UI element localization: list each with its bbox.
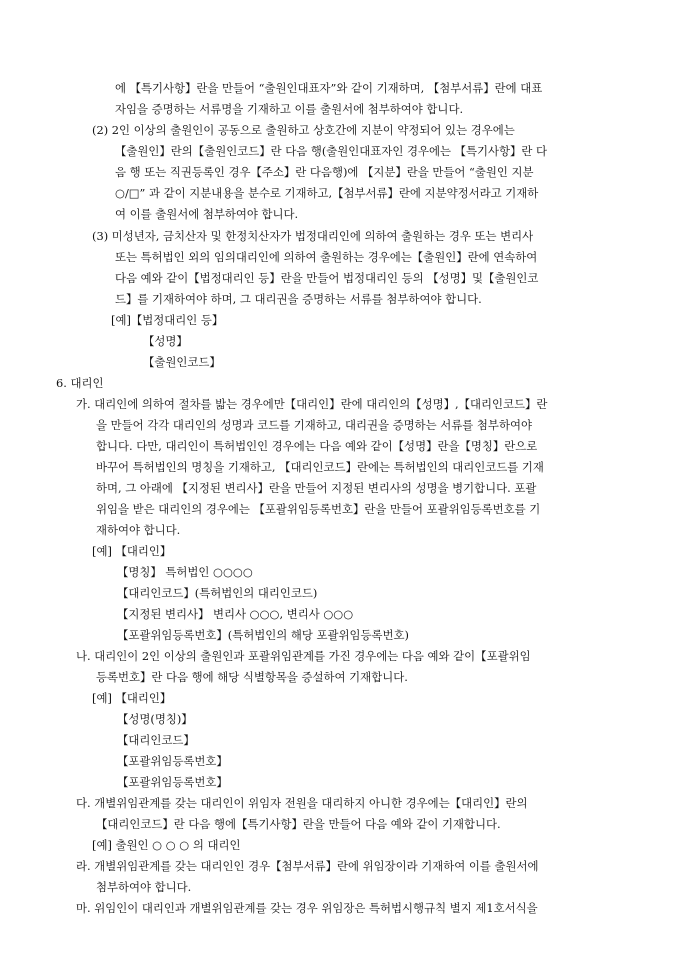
text-line: 【포괄위임등록번호】(특허법인의 해당 포괄위임등록번호) <box>117 628 409 642</box>
text-line: 【명칭】 특허법인 ○○○○ <box>117 565 253 579</box>
text-line: 에 【특기사항】란을 만들어 “출원인대표자”와 같이 기재하며, 【첨부서류】란에 대표 <box>115 81 543 95</box>
text-line: 마. 위임인이 대리인과 개별위임관계를 갖는 경우 위임장은 특허법시행규칙 별지 제1호서식을 <box>76 901 538 915</box>
text-line: [예] 출원인 ○ ○ ○ 의 대리인 <box>92 838 241 852</box>
text-line: (2) 2인 이상의 출원인이 공동으로 출원하고 상호간에 지분이 약정되어 있는 경우에는 <box>92 123 515 137</box>
text-line: 다음 예와 같이【법정대리인 등】란을 만들어 법정대리인 등의 【성명】및【출원인코 <box>115 271 539 285</box>
text-line: 재하여야 합니다. <box>96 523 181 537</box>
text-line: 합니다. 다만, 대리인이 특허법인인 경우에는 다음 예와 같이【성명】란을【명칭】란으로 <box>96 439 538 453</box>
text-line: 여 이를 출원서에 첨부하여야 합니다. <box>115 207 299 221</box>
text-line: 라. 개별위임관계를 갖는 대리인인 경우【첨부서류】란에 위임장이라 기재하여 이를 출원서에 <box>76 859 539 873</box>
text-line: 【성명(명칭)】 <box>117 712 193 726</box>
text-line: 또는 특허법인 외의 임의대리인에 의하여 출원하는 경우에는【출원인】란에 연속하여 <box>115 250 538 264</box>
text-line: 【성명】 <box>143 334 188 348</box>
text-line: 을 만들어 각각 대리인의 성명과 코드를 기재하고, 대리권을 증명하는 서류를 첨부하여야 <box>96 418 532 432</box>
text-line: 【출원인】란의【출원인코드】란 다음 행(출원인대표자인 경우에는 【특기사항】란 다 <box>115 144 547 158</box>
text-line: 첨부하여야 합니다. <box>96 880 192 894</box>
text-line: 【포괄위임등록번호】 <box>117 775 228 789</box>
text-line: 【출원인코드】 <box>143 355 221 369</box>
text-line: [예] 【대리인】 <box>92 691 172 705</box>
text-line: 자임을 증명하는 서류명을 기재하고 이를 출원서에 첨부하여야 합니다. <box>115 102 464 116</box>
text-line: 다. 개별위임관계를 갖는 대리인이 위임자 전원을 대리하지 아니한 경우에는【대리인】란의 <box>76 796 528 810</box>
text-line: 【대리인코드】 <box>117 733 195 747</box>
text-line: [예]【법정대리인 등】 <box>111 313 224 327</box>
text-line: 【대리인코드】(특허법인의 대리인코드) <box>117 586 318 600</box>
text-line: 가. 대리인에 의하여 절차를 밟는 경우에만【대리인】란에 대리인의【성명】,【대리인코드】란 <box>76 397 548 411</box>
text-line: 드】를 기재하여야 하며, 그 대리권을 증명하는 서류를 첨부하여야 합니다. <box>115 292 482 306</box>
text-line: 【지정된 변리사】 변리사 ○○○, 변리사 ○○○ <box>117 607 354 621</box>
text-line: 음 행 또는 직권등록인 경우【주소】란 다음행)에 【지분】란을 만들어 “출원인 지분 <box>115 165 534 179</box>
text-line: (3) 미성년자, 금치산자 및 한정치산자가 법정대리인에 의하여 출원하는 경우 또는 변리사 <box>92 229 534 243</box>
text-line: [예] 【대리인】 <box>92 544 172 558</box>
text-line: 등록번호】란 다음 행에 해당 식별항목을 증설하여 기재합니다. <box>96 670 408 684</box>
text-line: 【포괄위임등록번호】 <box>117 754 228 768</box>
section-heading: 6. 대리인 <box>56 376 104 390</box>
text-line: 하며, 그 아래에 【지정된 변리사】란을 만들어 지정된 변리사의 성명을 병기합니다. 포괄 <box>96 481 537 495</box>
text-line: 【대리인코드】란 다음 행에【특기사항】란을 만들어 다음 예와 같이 기재합니다. <box>96 817 501 831</box>
text-line: ○/□” 과 같이 지분내용을 분수로 기재하고,【첨부서류】란에 지분약정서라고 기재하 <box>115 186 539 200</box>
text-line: 나. 대리인이 2인 이상의 출원인과 포괄위임관계를 가진 경우에는 다음 예와 같이【포괄위임 <box>76 649 531 663</box>
text-line: 위임을 받은 대리인의 경우에는 【포괄위임등록번호】란을 만들어 포괄위임등록번호를 기 <box>96 502 541 516</box>
text-line: 바꾸어 특허법인의 명칭을 기재하고, 【대리인코드】란에는 특허법인의 대리인코드를 기재 <box>96 460 544 474</box>
